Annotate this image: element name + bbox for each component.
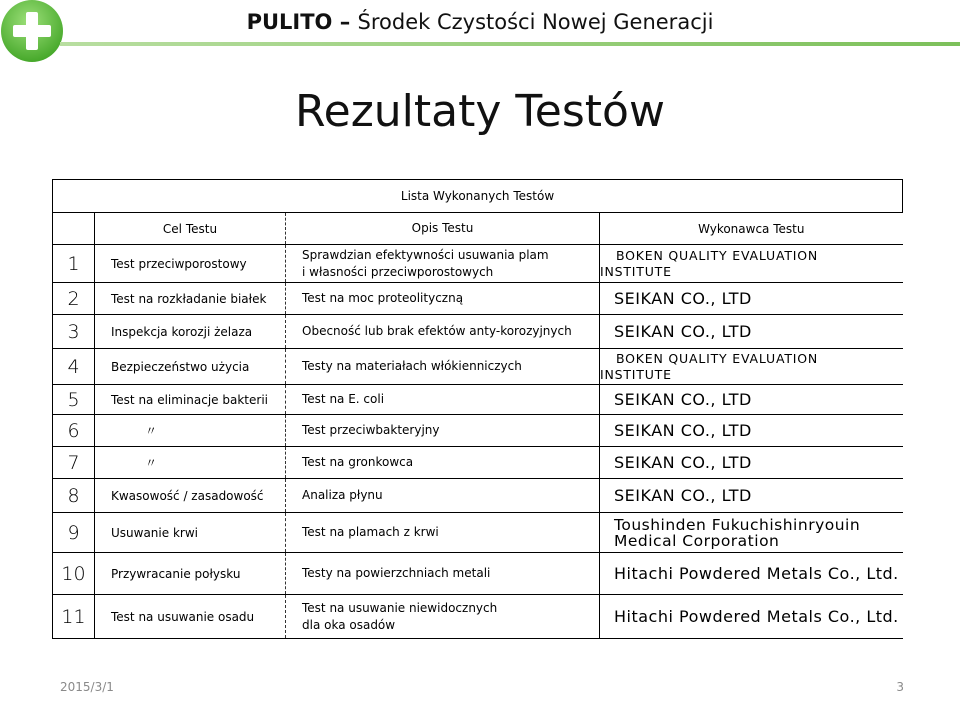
header-title <box>0 10 960 34</box>
table-row <box>53 385 903 415</box>
table-header-row <box>53 213 903 245</box>
row-description <box>286 447 600 479</box>
table-row <box>53 283 903 315</box>
row-executor <box>600 479 903 513</box>
row-description <box>286 349 600 385</box>
table-caption-row <box>53 180 903 213</box>
row-number: 4 <box>53 349 95 385</box>
row-executor <box>600 315 903 349</box>
row-executor-line: BOKEN QUALITY EVALUATION <box>616 247 819 263</box>
table-row <box>53 553 903 595</box>
row-executor-line: INSTITUTE <box>600 263 672 279</box>
row-description <box>286 315 600 349</box>
slide-title: Rezultaty Testów <box>295 86 665 137</box>
table-row <box>53 245 903 283</box>
row-executor-line: SEIKAN CO., LTD <box>614 452 752 472</box>
row-description-line: Test przeciwbakteryjny <box>302 423 440 437</box>
row-number: 6 <box>53 415 95 447</box>
row-executor <box>600 595 903 639</box>
table-row <box>53 513 903 553</box>
row-number: 1 <box>53 245 95 283</box>
row-description <box>286 553 600 595</box>
row-goal: 〃 <box>95 415 286 447</box>
row-executor <box>600 385 903 415</box>
row-executor <box>600 349 903 385</box>
row-description-line: i własności przeciwporostowych <box>302 264 494 279</box>
row-description-line: Sprawdzian efektywności usuwania plam <box>302 247 549 262</box>
footer-date: 2015/3/1 <box>60 680 114 694</box>
row-description <box>286 513 600 553</box>
row-description-line: Obecność lub brak efektów anty-korozyjnych <box>302 324 572 338</box>
row-number: 10 <box>53 553 95 595</box>
page-number: 3 <box>896 680 904 694</box>
table-row <box>53 315 903 349</box>
row-executor-line: BOKEN QUALITY EVALUATION <box>616 350 819 366</box>
row-goal: 〃 <box>95 447 286 479</box>
row-goal: Inspekcja korozji żelaza <box>95 315 286 349</box>
brand-name: PULITO <box>246 10 333 34</box>
row-executor-line: Hitachi Powdered Metals Co., Ltd. <box>614 563 899 583</box>
row-description <box>286 479 600 513</box>
table-row <box>53 447 903 479</box>
row-description-line: Test na moc proteolityczną <box>302 291 464 305</box>
row-description <box>286 415 600 447</box>
row-number: 8 <box>53 479 95 513</box>
row-number: 5 <box>53 385 95 415</box>
row-executor-line: SEIKAN CO., LTD <box>614 321 752 341</box>
row-goal: Test na eliminacje bakterii <box>95 385 286 415</box>
row-goal: Przywracanie połysku <box>95 553 286 595</box>
row-description-line: Testy na powierzchniach metali <box>302 566 491 580</box>
row-executor-line: SEIKAN CO., LTD <box>614 420 752 440</box>
header-description: Opis Testu <box>286 213 600 245</box>
header-number <box>53 213 95 245</box>
table-caption: Lista Wykonanych Testów <box>53 180 903 213</box>
row-description-line: Analiza płynu <box>302 488 383 502</box>
brand-separator: – <box>332 10 358 34</box>
row-executor-line: Medical Corporation <box>614 531 780 550</box>
row-number: 2 <box>53 283 95 315</box>
tests-table <box>52 179 903 639</box>
row-description-line: Test na E. coli <box>302 392 385 406</box>
brand-subtitle: Środek Czystości Nowej Generacji <box>357 10 714 34</box>
row-description-line: Test na usuwanie niewidocznych <box>302 600 498 615</box>
table-row <box>53 595 903 639</box>
row-executor <box>600 447 903 479</box>
row-executor <box>600 283 903 315</box>
header-divider <box>60 42 960 46</box>
header-goal: Cel Testu <box>95 213 286 245</box>
row-description-line: Test na gronkowca <box>302 455 414 469</box>
row-goal: Test na usuwanie osadu <box>95 595 286 639</box>
row-goal: Usuwanie krwi <box>95 513 286 553</box>
row-number: 7 <box>53 447 95 479</box>
row-goal: Test na rozkładanie białek <box>95 283 286 315</box>
table-row <box>53 349 903 385</box>
row-executor <box>600 245 903 283</box>
row-executor-line: SEIKAN CO., LTD <box>614 389 752 409</box>
table-row <box>53 479 903 513</box>
row-number: 11 <box>53 595 95 639</box>
row-executor-line: SEIKAN CO., LTD <box>614 288 752 308</box>
row-description <box>286 385 600 415</box>
row-executor-line: Hitachi Powdered Metals Co., Ltd. <box>614 606 899 626</box>
row-description <box>286 595 600 639</box>
row-goal: Test przeciwporostowy <box>95 245 286 283</box>
row-description-line: Testy na materiałach włókienniczych <box>302 359 522 373</box>
row-executor-line: Toushinden Fukuchishinryouin <box>614 515 861 534</box>
row-executor <box>600 415 903 447</box>
row-number: 3 <box>53 315 95 349</box>
row-executor <box>600 513 903 553</box>
row-description-line: dla oka osadów <box>302 617 396 632</box>
row-description <box>286 245 600 283</box>
row-description-line: Test na plamach z krwi <box>302 525 439 539</box>
row-description <box>286 283 600 315</box>
row-executor <box>600 553 903 595</box>
row-goal: Kwasowość / zasadowość <box>95 479 286 513</box>
row-goal: Bezpieczeństwo użycia <box>95 349 286 385</box>
row-number: 9 <box>53 513 95 553</box>
row-executor-line: SEIKAN CO., LTD <box>614 485 752 505</box>
table-row <box>53 415 903 447</box>
row-executor-line: INSTITUTE <box>600 366 672 382</box>
header-executor: Wykonawca Testu <box>600 213 903 245</box>
